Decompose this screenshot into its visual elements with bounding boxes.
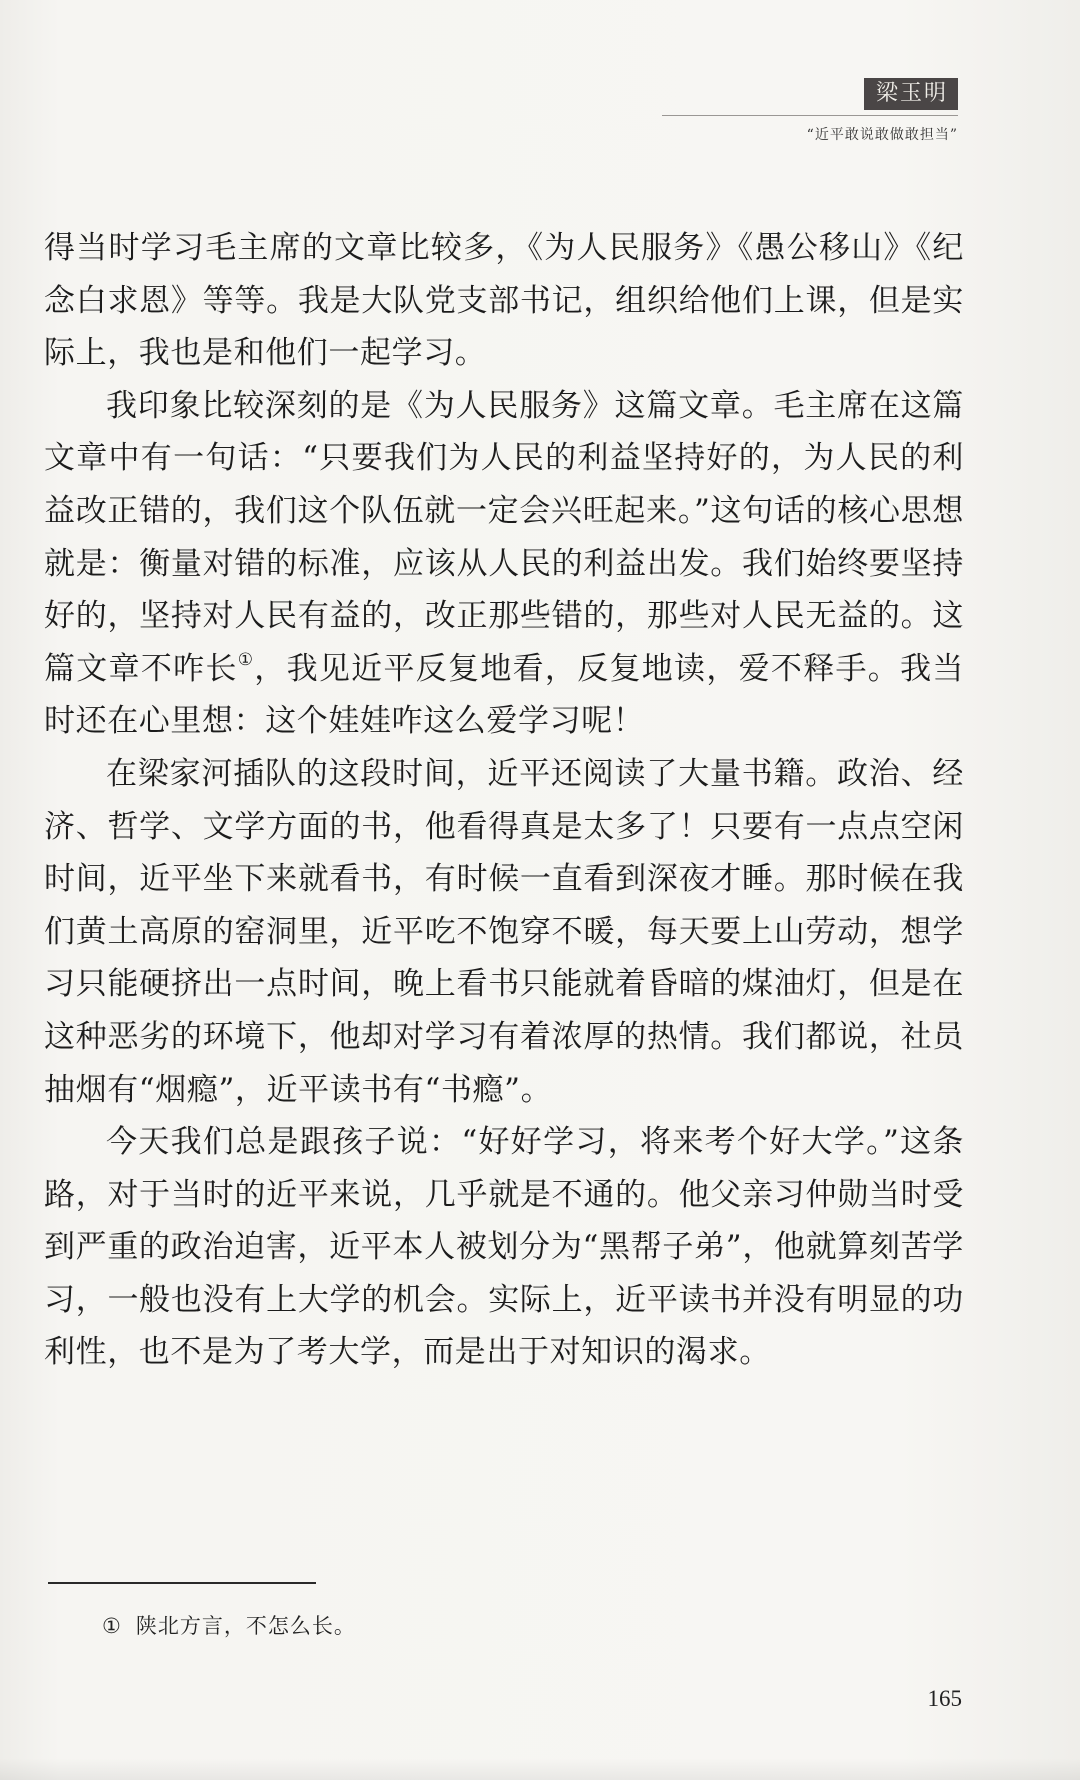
- paragraph-4: 今天我们总是跟孩子说：“好好学习，将来考个好大学。”这条路，对于当时的近平来说，几乎就是不通的。他父亲习仲勋当时受到严重的政治迫害，近平本人被划分为“黑帮子弟”，他就算刻苦学习，一般也没有上大学的机会。实际上，近平读书并没有明显的功利性，也不是为了考大学，而是出于对知识的渴求。: [44, 1124, 964, 1371]
- header-chapter-name: 梁玉明: [864, 78, 958, 110]
- header-subtitle: “近平敢说敢做敢担当”: [806, 127, 958, 143]
- running-header: [864, 78, 958, 110]
- footnote-separator: [48, 1582, 316, 1584]
- paragraph-1: 得当时学习毛主席的文章比较多，《为人民服务》《愚公移山》《纪念白求恩》等等。我是大队党支部书记，组织给他们上课，但是实际上，我也是和他们一起学习。: [44, 230, 964, 372]
- page-edge-shadow: [0, 1758, 1080, 1780]
- body-text: [44, 222, 964, 1379]
- paragraph-2-text-b: ，我见近平反复地看，反复地读，爱不释手。我当时还在心里想：这个娃娃咋这么爱学习呢！: [44, 650, 964, 740]
- page-number: 165: [927, 1686, 962, 1711]
- paragraph-2-text-a: 我印象比较深刻的是《为人民服务》这篇文章。毛主席在这篇文章中有一句话：“只要我们为人民的利益坚持好的，为人民的利益改正错的，我们这个队伍就一定会兴旺起来。”这句话的核心思想就是：衡量对错的标准，应该从人民的利益出发。我们始终要坚持好的，坚持对人民有益的，改正那些错的，那些对人民无益的。这篇文章不咋长: [44, 387, 964, 687]
- header-rule: [662, 115, 958, 116]
- footnote: [102, 1610, 356, 1640]
- footnote-reference-mark: ①: [237, 649, 255, 670]
- footnote-text: 陕北方言，不怎么长。: [135, 1614, 356, 1638]
- footnote-number: ①: [102, 1614, 122, 1638]
- paragraph-2: [44, 380, 964, 748]
- paragraph-3: 在梁家河插队的这段时间，近平还阅读了大量书籍。政治、经济、哲学、文学方面的书，他看得真是太多了！只要有一点点空闲时间，近平坐下来就看书，有时候一直看到深夜才睡。那时候在我们黄土高原的窑洞里，近平吃不饱穿不暖，每天要上山劳动，想学习只能硬挤出一点时间，晚上看书只能就着昏暗的煤油灯，但是在这种恶劣的环境下，他却对学习有着浓厚的热情。我们都说，社员抽烟有“烟瘾”，近平读书有“书瘾”。: [44, 755, 964, 1108]
